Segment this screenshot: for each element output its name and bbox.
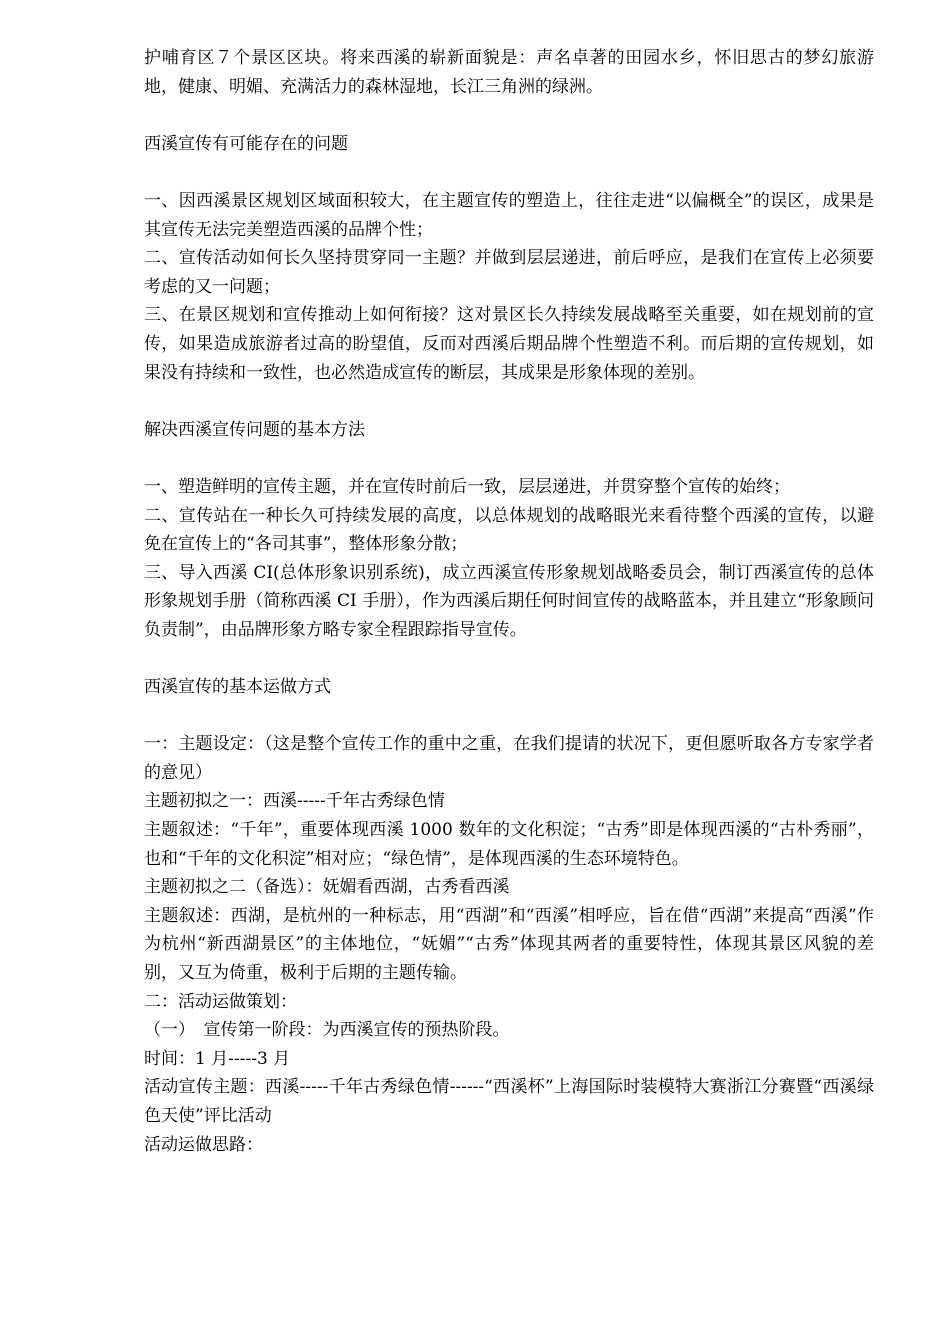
blank-line [144,158,874,187]
body-paragraph: 主题叙述：“千年”，重要体现西溪 1000 数年的文化积淀；“古秀”即是体现西溪的“古朴秀丽”，也和“千年的文化积淀”相对应；“绿色情”，是体现西溪的生态环境特色。 [144,820,874,869]
document-page [144,44,874,1159]
body-paragraph: 主题初拟之一：西溪-----千年古秀绿色情 [144,791,445,812]
blank-line [144,101,874,130]
body-paragraph: 护哺育区７个景区区块。将来西溪的崭新面貌是：声名卓著的田园水乡，怀旧思古的梦幻旅游地，健康、明媚、充满活力的森林湿地，长江三角洲的绿洲。 [144,48,874,97]
body-paragraph: 二、宣传站在一种长久可持续发展的高度，以总体规划的战略眼光来看待整个西溪的宣传，以避免在宣传上的“各司其事”，整体形象分散； [144,505,874,555]
blank-line [144,702,874,731]
body-paragraph: 活动宣传主题：西溪-----千年古秀绿色情------“西溪杯”上海国际时装模特大赛浙江分赛暨“西溪绿色天使”评比活动 [144,1077,874,1126]
body-paragraph: 三、导入西溪 CI(总体形象识别系统)，成立西溪宣传形象规划战略委员会，制订西溪宣传的总体形象规划手册（简称西溪 CI 手册），作为西溪后期任何时间宣传的战略蓝本，并且建立“形象顾问负责制”，由品牌形象方略专家全程跟踪指导宣传。 [144,562,874,640]
body-paragraph: 一、因西溪景区规划区域面积较大，在主题宣传的塑造上，往往走进“以偏概全”的误区，成果是其宣传无法完美塑造西溪的品牌个性； [144,190,874,240]
body-paragraph: 二：活动运做策划： [144,991,297,1012]
body-paragraph: 二、宣传活动如何长久坚持贯穿同一主题？并做到层层递进，前后呼应，是我们在宣传上必须要考虑的又一问题； [144,248,874,297]
body-paragraph: （一） 宣传第一阶段：为西溪宣传的预热阶段。 [144,1020,510,1041]
body-paragraph: 主题初拟之二（备选）：妩媚看西湖，古秀看西溪 [144,877,510,898]
body-paragraph: 时间：1 月-----3 月 [144,1048,291,1069]
body-paragraph: 活动运做思路： [144,1134,263,1155]
blank-line [144,387,874,416]
section-heading: 西溪宣传的基本运做方式 [144,677,331,698]
body-paragraph: 一：主题设定：（这是整个宣传工作的重中之重，在我们提请的状况下，更但愿听取各方专家学者的意见） [144,734,874,783]
section-heading: 西溪宣传有可能存在的问题 [144,133,348,154]
section-heading: 解决西溪宣传问题的基本方法 [144,419,365,440]
blank-line [144,644,874,673]
body-paragraph: 一、塑造鲜明的宣传主题，并在宣传时前后一致，层层递进，并贯穿整个宣传的始终； [144,476,790,497]
body-paragraph: 主题叙述：西湖，是杭州的一种标志，用“西湖”和“西溪”相呼应，旨在借“西湖”来提高“西溪”作为杭州“新西湖景区”的主体地位，“妩媚”“古秀”体现其两者的重要特性，体现其景区风貌的差别，又互为倚重，极利于后期的主题传输。 [144,905,874,983]
body-paragraph: 三、在景区规划和宣传推动上如何衔接？这对景区长久持续发展战略至关重要，如在规划前的宣传，如果造成旅游者过高的盼望值，反而对西溪后期品牌个性塑造不利。而后期的宣传规划，如果没有持续和一致性，也必然造成宣传的断层，其成果是形象体现的差别。 [144,305,874,383]
blank-line [144,444,874,473]
